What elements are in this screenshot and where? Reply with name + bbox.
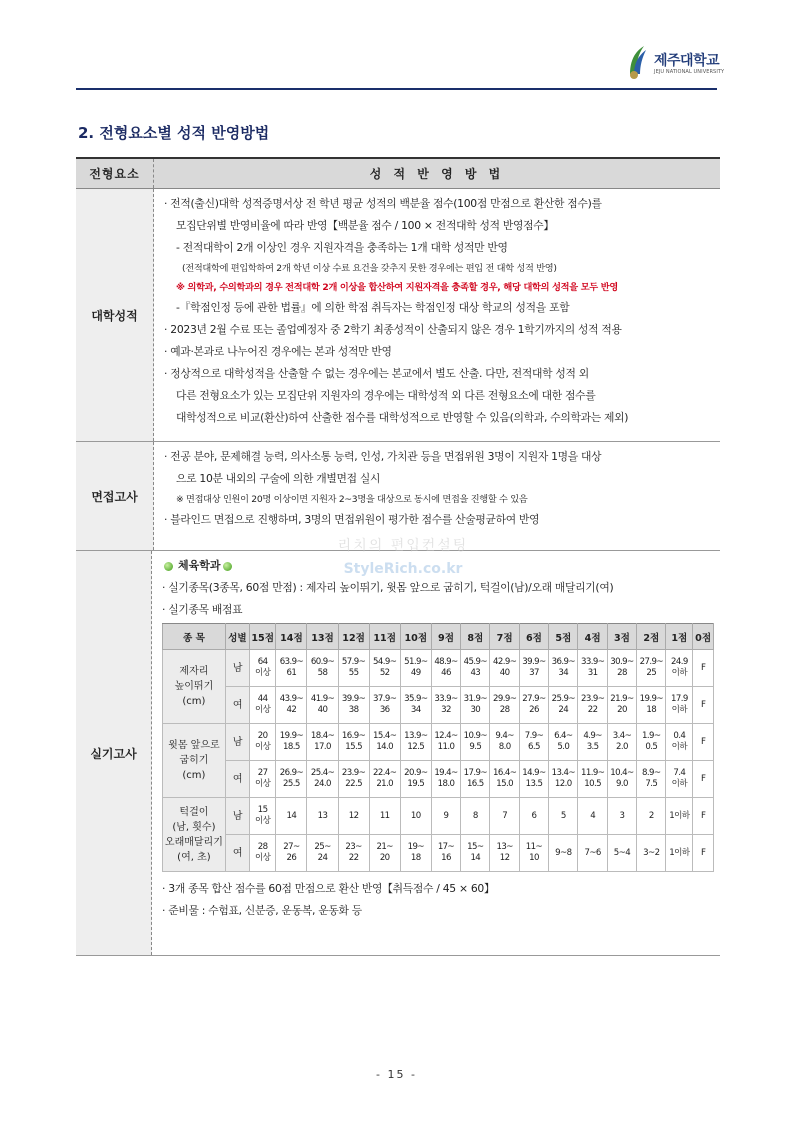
score-cell: 12 (338, 798, 369, 835)
score-row (163, 687, 714, 724)
score-cell: 22.4~ 21.0 (369, 761, 400, 798)
score-cell: 16.9~ 15.5 (338, 724, 369, 761)
score-cell: 23.9~ 22.5 (338, 761, 369, 798)
score-cell: 60.9~ 58 (307, 650, 338, 687)
row-content (154, 189, 720, 441)
score-row (163, 798, 714, 835)
university-emblem-icon (624, 44, 650, 80)
score-row (163, 761, 714, 798)
score-cell: 15~ 14 (461, 835, 490, 872)
score-header-cell: 종 목 (163, 624, 226, 650)
score-header-cell: 0점 (693, 624, 714, 650)
department-title (162, 555, 714, 577)
text-line: 대학성적으로 비교(환산)하여 산출한 점수를 대학성적으로 반영할 수 있음(의학과, 수의학과는 제외) (176, 411, 629, 424)
score-cell: 6.4~ 5.0 (549, 724, 578, 761)
practical-score-table (162, 623, 714, 872)
score-cell: 37.9~ 36 (369, 687, 400, 724)
logo-subtitle: JEJU NATIONAL UNIVERSITY (654, 69, 725, 75)
score-cell: 28 이상 (249, 835, 275, 872)
row-interview (76, 442, 720, 551)
score-cell: 9~8 (549, 835, 578, 872)
score-cell: 45.9~ 43 (461, 650, 490, 687)
score-header-cell: 12점 (338, 624, 369, 650)
score-header-cell: 5점 (549, 624, 578, 650)
text-line: · 정상적으로 대학성적을 산출할 수 없는 경우에는 본교에서 별도 산출. 다만, 전적대학 성적 외 (164, 367, 589, 380)
score-cell: 24.9 이하 (666, 650, 693, 687)
event-name-cell: 제자리 높이뛰기 (cm) (163, 650, 226, 724)
score-cell: 31.9~ 30 (461, 687, 490, 724)
score-cell: 51.9~ 49 (400, 650, 431, 687)
text-line: · 전적(출신)대학 성적증명서상 전 학년 평균 성적의 백분율 점수(100점 만점으로 환산한 점수)를 (164, 197, 602, 210)
row-content (152, 551, 720, 955)
row-practical-test (76, 551, 720, 956)
score-cell: 64 이상 (249, 650, 275, 687)
green-bullet-icon (223, 562, 232, 571)
score-cell: 21.9~ 20 (607, 687, 636, 724)
gender-cell: 남 (225, 650, 249, 687)
score-cell: F (693, 724, 714, 761)
score-cell: 13 (307, 798, 338, 835)
score-cell: F (693, 650, 714, 687)
score-cell: 19.9~ 18.5 (276, 724, 307, 761)
score-cell: 13.9~ 12.5 (400, 724, 431, 761)
score-cell: 63.9~ 61 (276, 650, 307, 687)
score-cell: 8.9~ 7.5 (637, 761, 666, 798)
score-cell: 14 (276, 798, 307, 835)
score-header-cell: 14점 (276, 624, 307, 650)
score-cell: 39.9~ 37 (519, 650, 548, 687)
text-line: · 3개 종목 합산 점수를 60점 만점으로 환산 반영【취득점수 / 45 × 60】 (162, 882, 495, 895)
score-cell: 27.9~ 25 (637, 650, 666, 687)
score-cell: 14.9~ 13.5 (519, 761, 548, 798)
score-cell: 25.9~ 24 (549, 687, 578, 724)
gender-cell: 여 (225, 835, 249, 872)
university-logo (622, 44, 734, 80)
score-cell: 3~2 (637, 835, 666, 872)
header-rule (76, 88, 717, 90)
row-content (154, 442, 720, 550)
score-cell: 36.9~ 34 (549, 650, 578, 687)
logo-name: 제주대학교 (654, 53, 720, 69)
gender-cell: 남 (225, 798, 249, 835)
score-header-cell: 13점 (307, 624, 338, 650)
score-header-cell: 3점 (607, 624, 636, 650)
text-line: - 전적대학이 2개 이상인 경우 지원자격을 충족하는 1개 대학 성적만 반영 (176, 241, 508, 254)
score-cell: 5 (549, 798, 578, 835)
gender-cell: 여 (225, 687, 249, 724)
score-cell: 33.9~ 32 (431, 687, 460, 724)
text-line: · 실기종목(3종목, 60점 만점) : 제자리 높이뛰기, 윗몸 앞으로 굽히기, 턱걸이(남)/오래 매달리기(여) (162, 581, 614, 594)
text-line: 다른 전형요소가 있는 모집단위 지원자의 경우에는 대학성적 외 다른 전형요소에 대한 점수를 (176, 389, 596, 402)
score-cell: 43.9~ 42 (276, 687, 307, 724)
green-bullet-icon (164, 562, 173, 571)
score-header-cell: 9점 (431, 624, 460, 650)
score-cell: 4 (578, 798, 607, 835)
score-cell: 1이하 (666, 835, 693, 872)
score-cell: 19.9~ 18 (637, 687, 666, 724)
text-line: · 전공 분야, 문제해결 능력, 의사소통 능력, 인성, 가치관 등을 면접위원 3명이 지원자 1명을 대상 (164, 450, 602, 463)
score-header-cell: 11점 (369, 624, 400, 650)
header-method: 성 적 반 영 방 법 (369, 167, 505, 181)
table-header-row (76, 159, 720, 189)
text-line: · 블라인드 면접으로 진행하며, 3명의 면접위원이 평가한 점수를 산술평균하여 반영 (164, 513, 540, 526)
score-cell: 21~ 20 (369, 835, 400, 872)
text-line: -『학점인정 등에 관한 법률』에 의한 학점 취득자는 학점인정 대상 학교의 성적을 포함 (176, 301, 570, 314)
score-cell: 17~ 16 (431, 835, 460, 872)
score-header-cell: 1점 (666, 624, 693, 650)
score-cell: 18.4~ 17.0 (307, 724, 338, 761)
score-cell: F (693, 835, 714, 872)
section-title: 2. 전형요소별 성적 반영방법 (78, 124, 270, 142)
row-label: 면접고사 (76, 442, 154, 550)
row-label: 실기고사 (76, 551, 152, 955)
score-cell: F (693, 798, 714, 835)
score-header-cell: 10점 (400, 624, 431, 650)
score-cell: 3 (607, 798, 636, 835)
page-number: - 15 - (376, 1068, 417, 1081)
score-cell: 27.9~ 26 (519, 687, 548, 724)
score-table-body (163, 650, 714, 872)
text-line: · 2023년 2월 수료 또는 졸업예정자 중 2학기 최종성적이 산출되지 않은 경우 1학기까지의 성적 적용 (164, 323, 622, 336)
score-cell: 0.4 이하 (666, 724, 693, 761)
score-cell: 20.9~ 19.5 (400, 761, 431, 798)
score-cell: 48.9~ 46 (431, 650, 460, 687)
score-cell: 16.4~ 15.0 (490, 761, 519, 798)
score-cell: 9.4~ 8.0 (490, 724, 519, 761)
score-cell: 33.9~ 31 (578, 650, 607, 687)
score-cell: 23~ 22 (338, 835, 369, 872)
score-cell: F (693, 687, 714, 724)
event-name-cell: 윗몸 앞으로 굽히기 (cm) (163, 724, 226, 798)
score-header-cell: 2점 (637, 624, 666, 650)
text-line: 모집단위별 반영비율에 따라 반영【백분율 점수 / 100 × 전적대학 성적 반영점수】 (176, 219, 554, 232)
score-cell: 7~6 (578, 835, 607, 872)
score-cell: 23.9~ 22 (578, 687, 607, 724)
watermark-korean: 리치의 편입컨설팅 (337, 538, 469, 554)
score-row (163, 724, 714, 761)
score-cell: 11 (369, 798, 400, 835)
score-reflection-table (76, 157, 720, 956)
score-cell: F (693, 761, 714, 798)
score-cell: 6 (519, 798, 548, 835)
text-line: (전적대학에 편입학하여 2개 학년 이상 수료 요건을 갖추지 못한 경우에는 편입 전 대학 성적 반영) (182, 263, 557, 274)
score-cell: 5~4 (607, 835, 636, 872)
warning-line: ※ 의학과, 수의학과의 경우 전적대학 2개 이상을 합산하여 지원자격을 충족할 경우, 해당 대학의 성적을 모두 반영 (176, 282, 618, 293)
score-cell: 35.9~ 34 (400, 687, 431, 724)
score-header-cell: 4점 (578, 624, 607, 650)
score-cell: 15.4~ 14.0 (369, 724, 400, 761)
score-cell: 11~ 10 (519, 835, 548, 872)
score-cell: 10.9~ 9.5 (461, 724, 490, 761)
score-cell: 26.9~ 25.5 (276, 761, 307, 798)
event-name-cell: 턱걸이 (남, 횟수) 오래매달리기 (여, 초) (163, 798, 226, 872)
score-cell: 3.4~ 2.0 (607, 724, 636, 761)
score-header-cell: 6점 (519, 624, 548, 650)
text-line: · 준비물 : 수험표, 신분증, 운동복, 운동화 등 (162, 904, 362, 917)
score-cell: 8 (461, 798, 490, 835)
score-cell: 1.9~ 0.5 (637, 724, 666, 761)
score-table-header (163, 624, 714, 650)
score-cell: 44 이상 (249, 687, 275, 724)
department-name: 체육학과 (178, 559, 221, 572)
score-cell: 30.9~ 28 (607, 650, 636, 687)
score-cell: 19.4~ 18.0 (431, 761, 460, 798)
score-cell: 11.9~ 10.5 (578, 761, 607, 798)
score-cell: 57.9~ 55 (338, 650, 369, 687)
gender-cell: 남 (225, 724, 249, 761)
score-cell: 7.4 이하 (666, 761, 693, 798)
score-cell: 27~ 26 (276, 835, 307, 872)
score-cell: 2 (637, 798, 666, 835)
score-cell: 10 (400, 798, 431, 835)
row-label: 대학성적 (76, 189, 154, 441)
score-cell: 27 이상 (249, 761, 275, 798)
score-cell: 4.9~ 3.5 (578, 724, 607, 761)
row-university-grades (76, 189, 720, 442)
text-line: · 예과·본과로 나누어진 경우에는 본과 성적만 반영 (164, 345, 392, 358)
score-cell: 54.9~ 52 (369, 650, 400, 687)
score-cell: 7 (490, 798, 519, 835)
score-header-cell: 7점 (490, 624, 519, 650)
score-cell: 20 이상 (249, 724, 275, 761)
score-header-cell: 15점 (249, 624, 275, 650)
note-line: ※ 면접대상 인원이 20명 이상이면 지원자 2~3명을 대상으로 동시에 면접을 진행할 수 있음 (176, 494, 528, 505)
text-line: · 실기종목 배점표 (162, 603, 243, 616)
score-cell: 25~ 24 (307, 835, 338, 872)
watermark-url: StyleRich.co.kr (343, 561, 463, 577)
score-cell: 7.9~ 6.5 (519, 724, 548, 761)
score-cell: 9 (431, 798, 460, 835)
score-cell: 10.4~ 9.0 (607, 761, 636, 798)
score-cell: 29.9~ 28 (490, 687, 519, 724)
score-cell: 15 이상 (249, 798, 275, 835)
score-row (163, 835, 714, 872)
header-element: 전형요소 (76, 159, 154, 188)
score-header-cell: 8점 (461, 624, 490, 650)
score-header-cell: 성별 (225, 624, 249, 650)
score-cell: 25.4~ 24.0 (307, 761, 338, 798)
gender-cell: 여 (225, 761, 249, 798)
score-cell: 19~ 18 (400, 835, 431, 872)
score-cell: 1이하 (666, 798, 693, 835)
score-cell: 12.4~ 11.0 (431, 724, 460, 761)
score-cell: 13~ 12 (490, 835, 519, 872)
score-cell: 42.9~ 40 (490, 650, 519, 687)
score-cell: 13.4~ 12.0 (549, 761, 578, 798)
score-cell: 17.9 이하 (666, 687, 693, 724)
score-cell: 39.9~ 38 (338, 687, 369, 724)
score-row (163, 650, 714, 687)
text-line: 으로 10분 내외의 구술에 의한 개별면접 실시 (176, 472, 381, 485)
score-cell: 41.9~ 40 (307, 687, 338, 724)
score-cell: 17.9~ 16.5 (461, 761, 490, 798)
